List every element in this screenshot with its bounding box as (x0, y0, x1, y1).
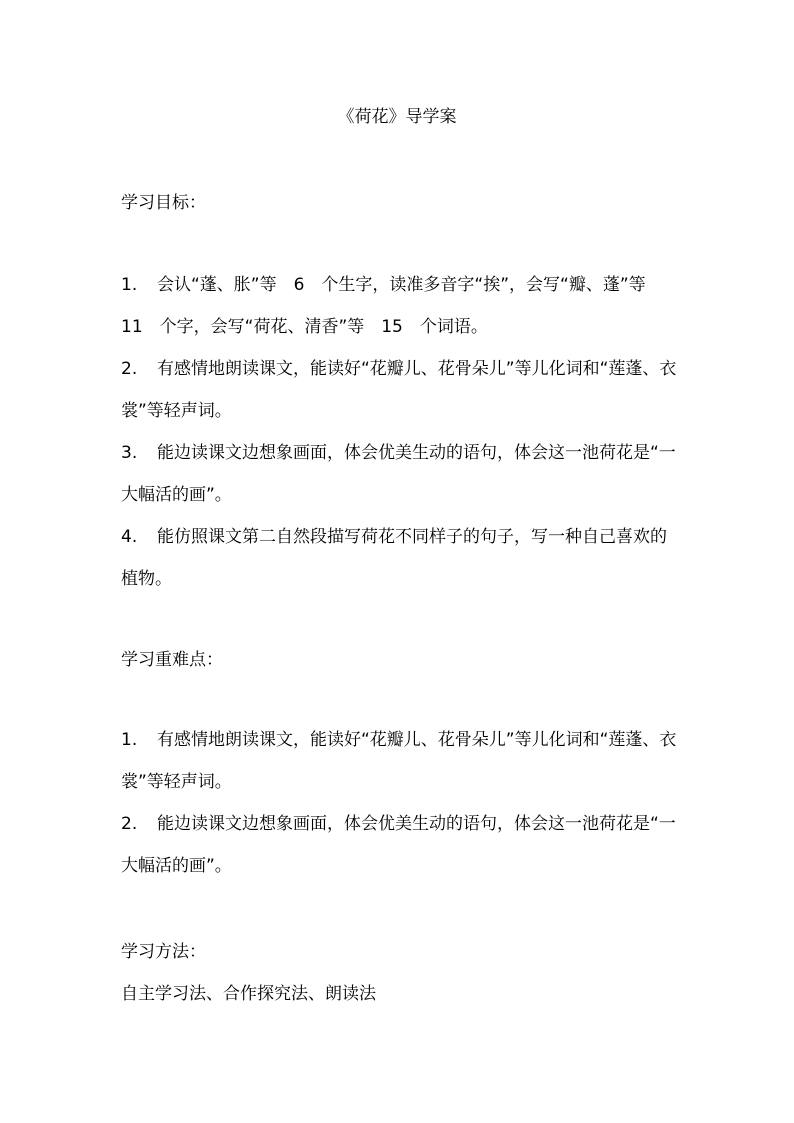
objectives-list (121, 264, 681, 600)
methods-text: 自主学习法、合作探究法、朗读法 (121, 984, 376, 1004)
key-point-text: 能边读课文边想象画面，体会优美生动的语句，体会这一池荷花是“一大幅活的画”。 (121, 814, 676, 876)
objective-item-1 (121, 264, 681, 348)
key-point-item-1 (121, 719, 681, 803)
objective-number: 4. (121, 527, 138, 547)
objectives-heading: 学习目标： (121, 193, 206, 213)
objective-item-4 (121, 516, 681, 600)
key-points-heading: 学习重难点： (121, 650, 223, 670)
document-title: 《荷花》导学案 (337, 107, 457, 127)
objective-number: 2. (121, 359, 138, 379)
objective-text: 能仿照课文第二自然段描写荷花不同样子的句子，写一种自己喜欢的植物。 (121, 527, 667, 589)
objective-text: 有感情地朗读课文，能读好“花瓣儿、花骨朵儿”等儿化词和“莲蓬、衣裳”等轻声词。 (121, 359, 677, 421)
key-point-number: 1. (121, 730, 138, 750)
key-point-text: 有感情地朗读课文，能读好“花瓣儿、花骨朵儿”等儿化词和“莲蓬、衣裳”等轻声词。 (121, 730, 677, 792)
objective-number: 1. (121, 275, 138, 295)
objective-number: 3. (121, 443, 138, 463)
objective-text: 会认“蓬、胀”等 6 个生字，读准多音字“挨”，会写“瓣、蓬”等 11 个字，会写“荷花、清香”等 15 个词语。 (121, 275, 663, 337)
key-points-list (121, 719, 681, 887)
key-point-number: 2. (121, 814, 138, 834)
objective-text: 能边读课文边想象画面，体会优美生动的语句，体会这一池荷花是“一大幅活的画”。 (121, 443, 676, 505)
methods-heading: 学习方法： (121, 942, 206, 962)
key-point-item-2 (121, 803, 681, 887)
objective-item-2 (121, 348, 681, 432)
objective-item-3 (121, 432, 681, 516)
